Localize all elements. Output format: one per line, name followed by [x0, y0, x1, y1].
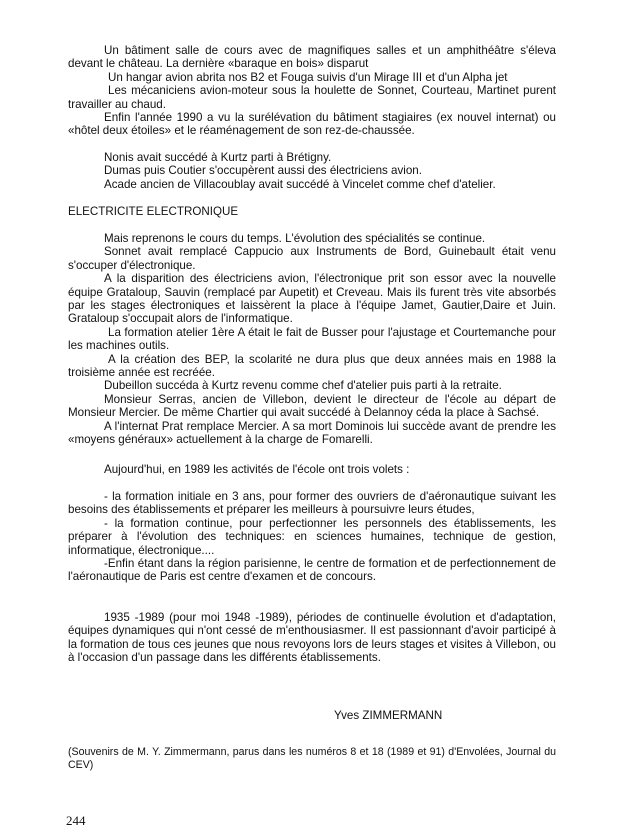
paragraph: Monsieur Serras, ancien de Villebon, devient le directeur de l'école au départ de Monsieur Mercier. De même Chartier qui avait succédé à Delannoy céda la place à Sachsé.: [68, 392, 556, 420]
activities-list: [68, 490, 556, 584]
paragraph: Sonnet avait remplacé Cappucio aux Instruments de Bord, Guinebault était venu s'occuper d'électronique.: [68, 245, 556, 272]
intro-block: [68, 44, 556, 138]
paragraph: Un bâtiment salle de cours avec de magnifiques salles et un amphithéâtre s'éleva devant le château. La dernière «baraque en bois» disparut: [68, 44, 556, 71]
staff-block: [68, 151, 556, 191]
paragraph: Mais reprenons le cours du temps. L'évolution des spécialités se continue.: [104, 232, 486, 245]
paragraph: Dumas puis Coutier s'occupèrent aussi des électriciens avion.: [104, 164, 422, 178]
paragraph: Aujourd'hui, en 1989 les activités de l'école ont trois volets :: [104, 463, 410, 476]
electronics-block: [68, 232, 556, 447]
paragraph: 1935 -1989 (pour moi 1948 -1989), périodes de continuelle évolution et d'adaptation, équipes dynamiques qui n'ont cessé de m'enthousiasmer. Il est passionnant d'avoir participé à la formation de tous ces jeunes que nous revoyons lors de leurs stages et visites à Villebon, ou à l'occasion d'un passage dans les différents établissements.: [68, 611, 556, 665]
source-note: (Souvenirs de M. Y. Zimmermann, parus dans les numéros 8 et 18 (1989 et 91) d'Envolées, Journal du CEV): [68, 746, 556, 771]
paragraph: Les mécaniciens avion-moteur sous la houlette de Sonnet, Courteau, Martinet purent travailler au chaud.: [68, 84, 556, 111]
paragraph: La formation atelier 1ère A était le fait de Busser pour l'ajustage et Courtemanche pour les machines outils.: [68, 325, 556, 353]
list-item: - la formation continue, pour perfectionner les personnels des établissements, les préparer à l'évolution des techniques: en sciences humaines, technique de gestion, informatique, électronique....: [68, 516, 556, 557]
section-heading: ELECTRICITE ELECTRONIQUE: [68, 205, 239, 218]
paragraph: A la disparition des électriciens avion, l'électronique prit son essor avec la nouvelle équipe Grataloup, Sauvin (remplacé par Aupetit) et Creveau. Mais ils furent très vite absorbés par les stages électroniques et laissèrent la place à l'équipe Jamet, Gautier,Daire et Juin. Grataloup s'occupait alors de l'informatique.: [68, 272, 556, 326]
closing-block: [68, 611, 556, 665]
list-item: -Enfin étant dans la région parisienne, le centre de formation et de perfectionnement de l'aéronautique de Paris est centre d'examen et de concours.: [68, 557, 556, 584]
paragraph: Nonis avait succédé à Kurtz parti à Brétigny.: [104, 151, 332, 164]
signature: Yves ZIMMERMANN: [334, 709, 443, 722]
list-item: - la formation initiale en 3 ans, pour former des ouvriers de d'aéronautique suivant les besoins des établissements et préparer les meilleurs à poursuivre leurs études,: [68, 490, 556, 517]
paragraph: Acade ancien de Villacoublay avait succédé à Vincelet comme chef d'atelier.: [104, 177, 496, 191]
page-number: 244: [66, 813, 86, 828]
paragraph: Dubeillon succéda à Kurtz revenu comme chef d'atelier puis parti à la retraite.: [104, 379, 502, 393]
paragraph: Enfin l'année 1990 a vu la surélévation du bâtiment stagiaires (ex nouvel internat) ou «hôtel deux étoiles» et le réaménagement de son rez-de-chaussée.: [68, 111, 556, 138]
paragraph: A l'internat Prat remplace Mercier. A sa mort Dominois lui succède avant de prendre les «moyens généraux» actuellement à la charge de Fomarelli.: [68, 419, 556, 447]
paragraph: Un hangar avion abrita nos B2 et Fouga suivis d'un Mirage III et d'un Alpha jet: [108, 70, 508, 84]
paragraph: A la création des BEP, la scolarité ne dura plus que deux années mais en 1988 la troisième année est recréée.: [68, 352, 556, 380]
activities-intro: [68, 463, 556, 476]
